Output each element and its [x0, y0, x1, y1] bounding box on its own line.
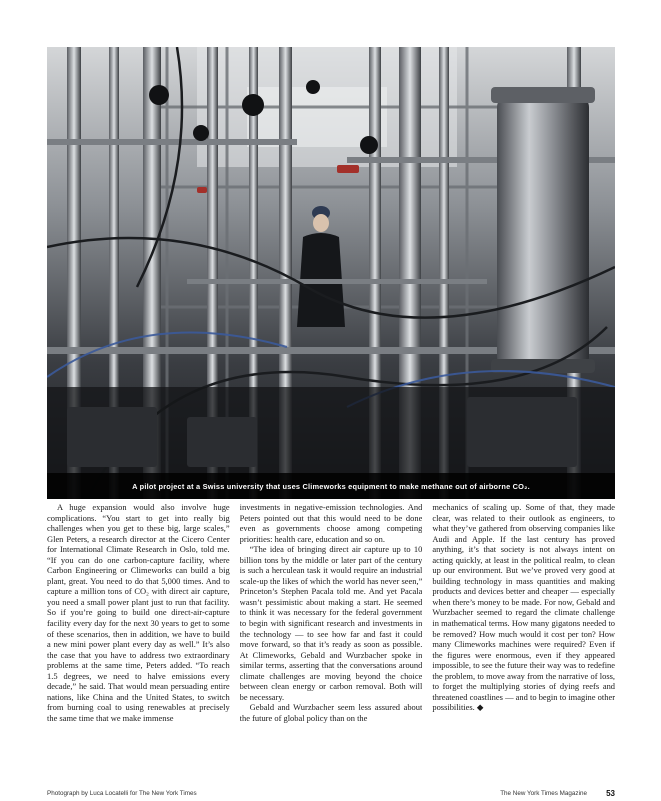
magazine-name: The New York Times Magazine — [500, 790, 587, 797]
column-1 — [47, 502, 230, 780]
photo-caption: A pilot project at a Swiss university that uses Climeworks equipment to make methane out of airborne CO₂. — [132, 481, 530, 491]
page-number: 53 — [606, 789, 615, 798]
column-3 — [432, 502, 615, 780]
gas-cylinder — [491, 87, 595, 373]
paragraph: investments in negative-emission technologies. And Peters pointed out that this would need to be done even as governments choose among competing priorities: health care, education and so on. — [239, 502, 423, 544]
photo-credit: Photograph by Luca Locatelli for The New York Times — [47, 790, 197, 797]
article-photo — [47, 47, 615, 499]
photo-caption-bar — [47, 473, 615, 499]
paragraph: mechanics of scaling up. Some of that, they made clear, was related to their outlook as engineers, to what they’ve gathered from observing companies like Audi and Apple. If the last century has proved anything, it’s that society is not always intent on acting quickly, at least in the political realm, to clean up our environment. But we’ve proved very good at building technology in mass quantities and making products and devices better and cheaper — especially when there’s money to be made. For now, Gebald and Wurzbacher seemed to regard the climate challenge in mathematical terms. How many gigatons needed to be removed? How much would it cost per ton? How many Climeworks machines were required? Even if the figures were enormous, even if they appeared impossible, to see the future their way was to redefine the problem, to move away from the narrative of loss, to forget the multiplying stories of dying reefs and threatened coastlines — and to begin to imagine other possibilities. ◆ — [432, 502, 616, 713]
lab-equipment-illustration — [47, 47, 615, 499]
paragraph: A huge expansion would also involve huge complications. “You start to get into really big challenges when you get to these big, large scales,” Glen Peters, a research director at the Cicero Center for International Climate Research in Oslo, told me. “If you can do one carbon-capture facility, where Carbon Engineering or Climeworks can build a big plant, great. You need to do that 5,000 times. And to capture a million tons of CO₂ with direct air capture, you need a small power plant just to run that facility. So if you’re going to build one direct-air-capture facility every day for the next 30 years to get to some of these scenarios, then in addition, we have to build a new mini power plant every day as well.” It’s also the case that you have to address two extraordinary problems at the same time, Peters added. “To reach 1.5 degrees, we need to halve emissions every decade,” he said. That would mean persuading entire nations, like China and the United States, to switch from burning coal to using renewables at precisely the same time that we make immense — [47, 502, 230, 723]
article-body — [47, 502, 615, 780]
paragraph: Gebald and Wurzbacher seem less assured about the future of global policy than on the — [239, 702, 423, 723]
paragraph: “The idea of bringing direct air capture up to 10 billion tons by the middle or later part of the century is such a herculean task it would require an industrial scale-up the likes of which the world has never seen,” Princeton’s Stephen Pacala told me. And yet Pacala wasn’t pessimistic about making a start. He seemed to think it was necessary for the federal government to begin with significant research and investments in the technology — to see how far and fast it could move forward, so that it’s ready as soon as possible. At Climeworks, Gebald and Wurzbacher spoke in similar terms, asserting that the conversations around climate challenges are moving beyond the choice between clean energy or carbon removal. Both will be necessary. — [239, 544, 423, 702]
column-2 — [240, 502, 423, 780]
